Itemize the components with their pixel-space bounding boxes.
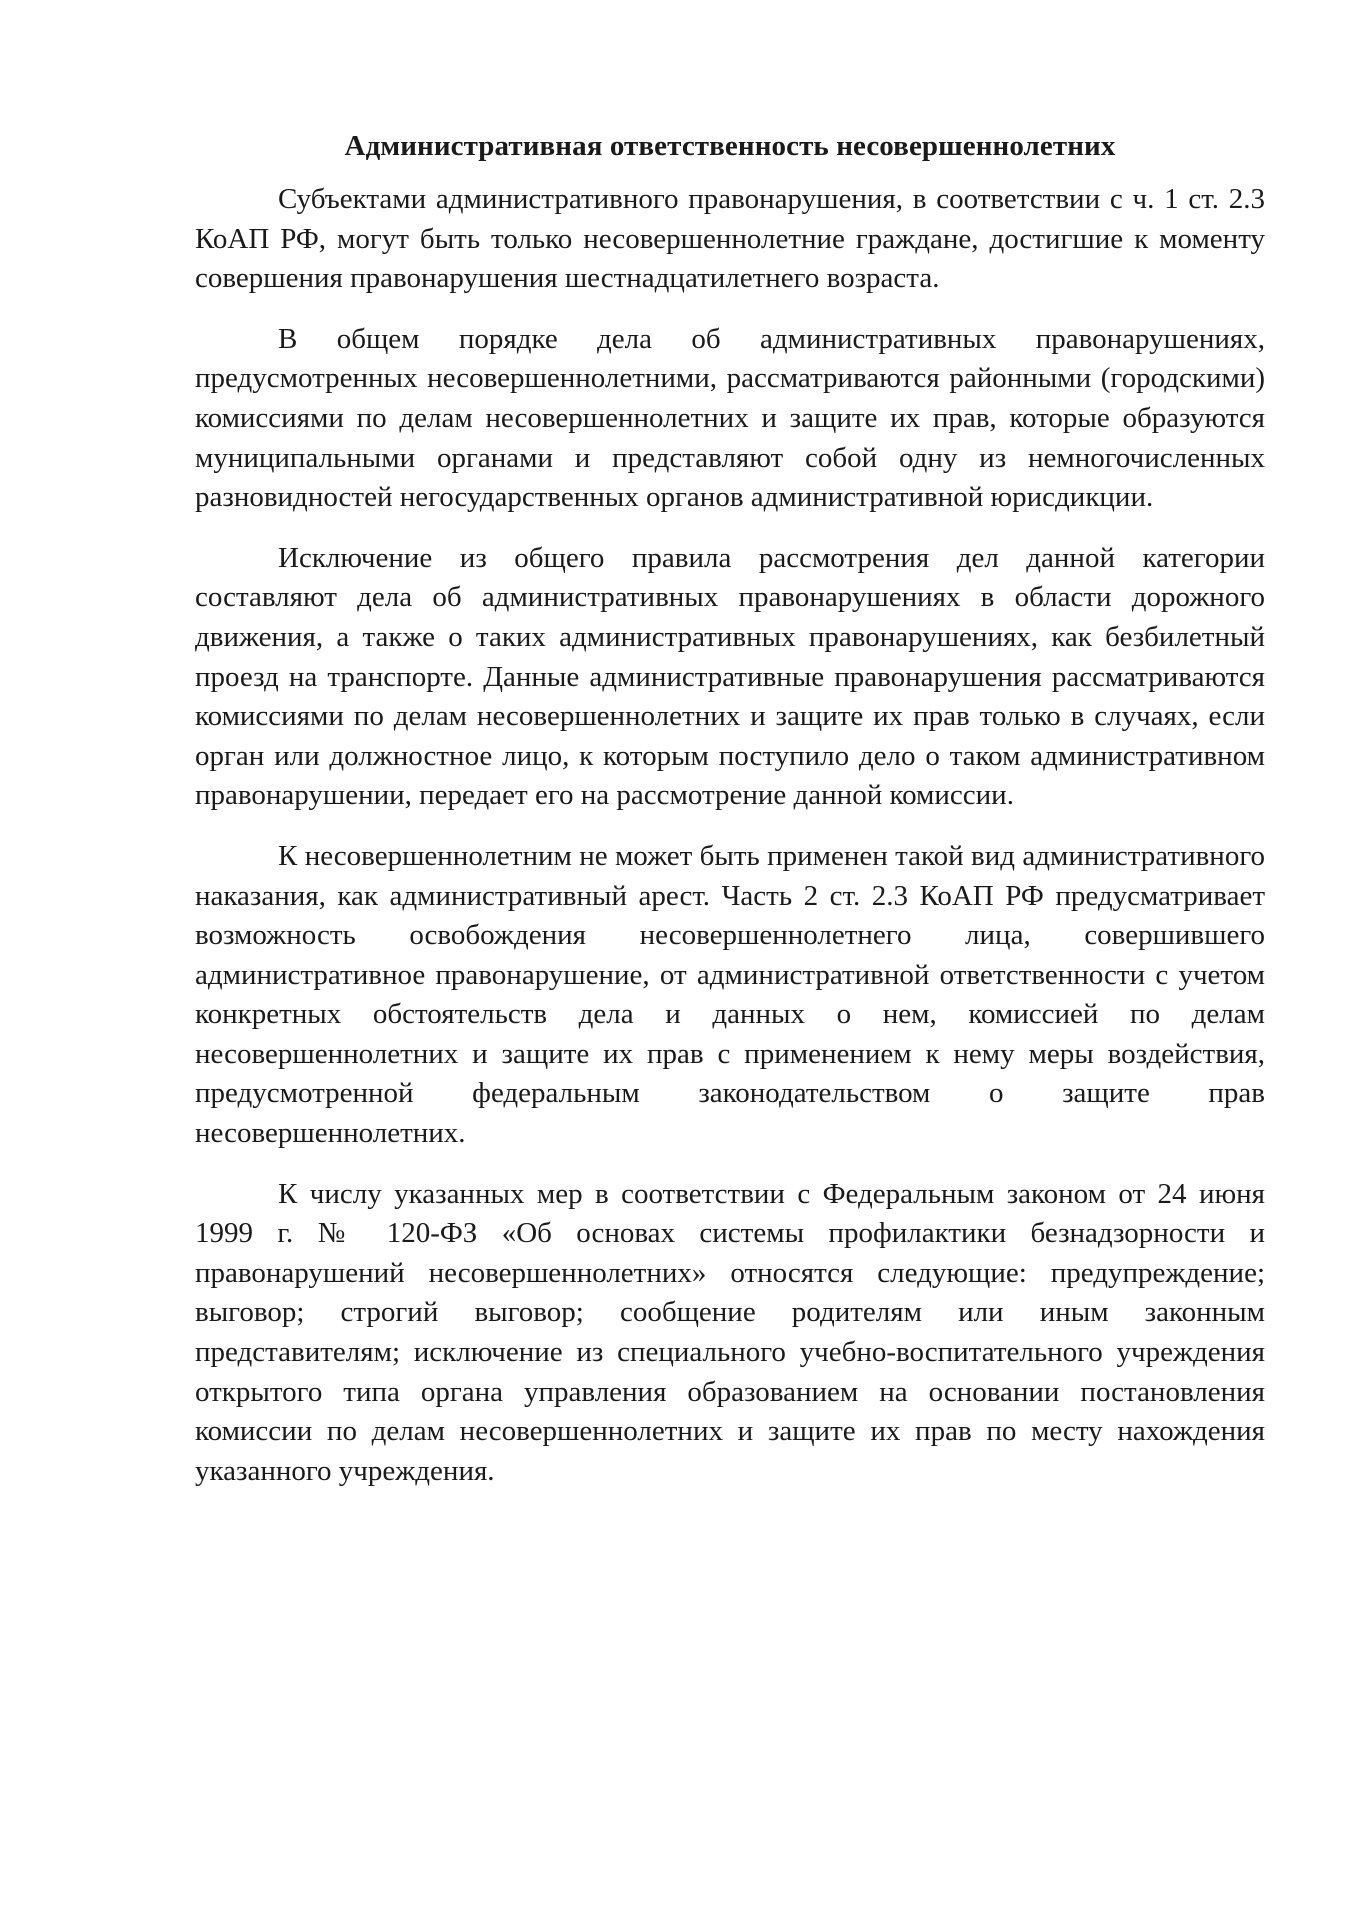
paragraph-exceptions: Исключение из общего правила рассмотрения дел данной категории составляют дела об административных правонарушениях в области дорожного движения, а также о таких административных правонарушениях, как безбилетный проезд на транспорте. Данные административные правонарушения рассматриваются комиссиями по делам несовершеннолетних и защите их прав только в случаях, если орган или должностное лицо, к которым поступило дело о таком административном правонарушении, передает его на рассмотрение данной комиссии. xyxy=(195,541,1265,812)
paragraph-general-procedure: В общем порядке дела об административных правонарушениях, предусмотренных несовершеннолетними, рассматриваются районными (городскими) комиссиями по делам несовершеннолетних и защите их прав, которые образуются муниципальными органами и представляют собой одну из немногочисленных разновидностей негосударственных органов административной юрисдикции. xyxy=(195,322,1265,514)
paragraph-subjects: Субъектами административного правонарушения, в соответствии с ч. 1 ст. 2.3 КоАП РФ, могут быть только несовершеннолетние граждане, достигшие к моменту совершения правонарушения шестнадцатилетнего возраста. xyxy=(195,183,1265,295)
paragraph-measures: К числу указанных мер в соответствии с Федеральным законом от 24 июня 1999 г. № 120-ФЗ «Об основах системы профилактики безнадзорности и правонарушений несовершеннолетних» относятся следующие: предупреждение; выговор; строгий выговор; сообщение родителям или иным законным представителям; исключение из специального учебно-воспитательного учреждения открытого типа органа управления образованием на основании постановления комиссии по делам несовершеннолетних и защите их прав по месту нахождения указанного учреждения. xyxy=(195,1177,1265,1487)
document-body xyxy=(195,126,1265,1512)
paragraph-arrest-exclusion: К несовершеннолетним не может быть применен такой вид административного наказания, как административный арест. Часть 2 ст. 2.3 КоАП РФ предусматривает возможность освобождения несовершеннолетнего лица, совершившего административное правонарушение, от административной ответственности с учетом конкретных обстоятельств дела и данных о нем, комиссией по делам несовершеннолетних и защите их прав с применением к нему меры воздействия, предусмотренной федеральным законодательством о защите прав несовершеннолетних. xyxy=(195,839,1265,1150)
document-title: Административная ответственность несовершеннолетних xyxy=(344,130,1116,162)
